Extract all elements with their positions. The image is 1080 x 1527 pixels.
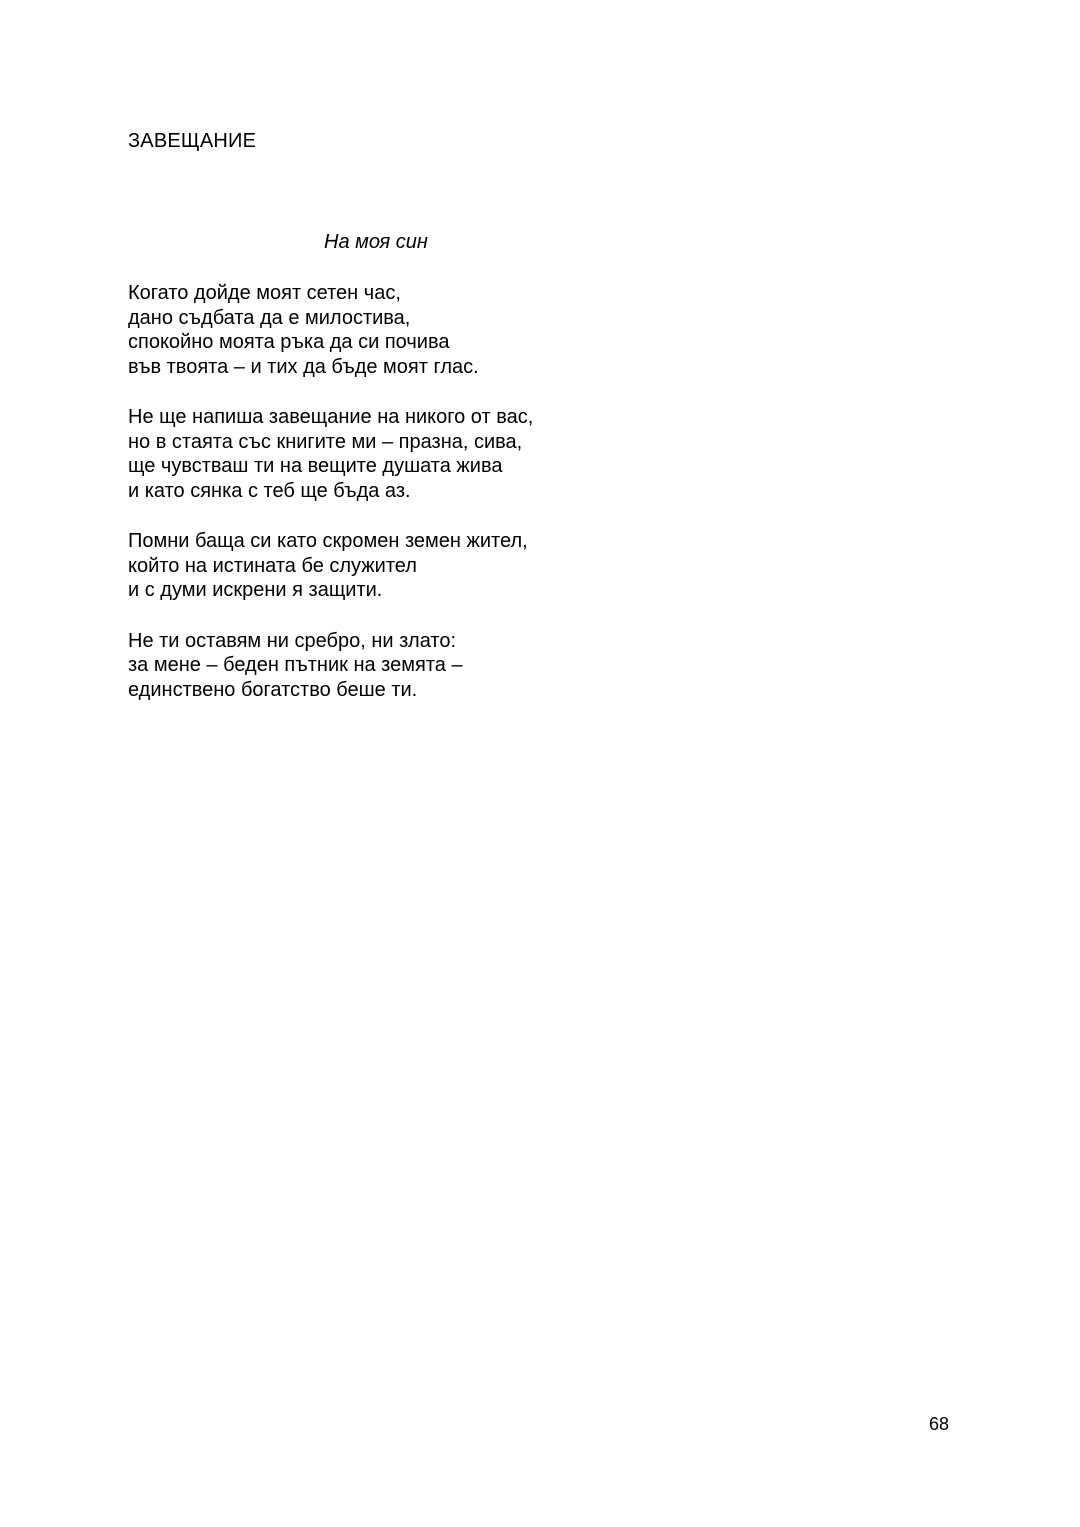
stanza-1 [128,281,828,379]
poem-dedication: На моя син [324,231,428,253]
poem-line: и с думи искрени я защити. [128,579,383,601]
stanza-3 [128,529,828,603]
poem-line: и като сянка с теб ще бъда аз. [128,479,411,502]
poem-line: Не ще напиша завещание на никого от вас, [128,406,534,428]
poem-title: ЗАВЕЩАНИЕ [128,130,257,152]
poem-line: във твоята – и тих да бъде моят глас. [128,355,479,378]
poem-line: дано съдбата да е милостива, [128,306,411,329]
poem-line: за мене – беден пътник на земята – [128,654,463,676]
poem-line: единствено богатство беше ти. [128,678,418,701]
poem-line: Когато дойде моят сетен час, [128,282,401,304]
poem-line: но в стаята със книгите ми – празна, сива, [128,430,523,453]
page-number: 68 [929,1414,950,1434]
poem-line: Не ти оставям ни сребро, ни злато: [128,629,457,652]
poem-line: ще чувстваш ти на вещите душата жива [128,455,503,477]
poem-line: Помни баща си като скромен земен жител, [128,530,528,552]
poem-line: спокойно моята ръка да си почива [128,331,450,353]
stanza-2 [128,405,828,503]
poem-line: който на истината бе служител [128,554,417,577]
stanza-4 [128,629,828,703]
poem-body [128,281,828,728]
